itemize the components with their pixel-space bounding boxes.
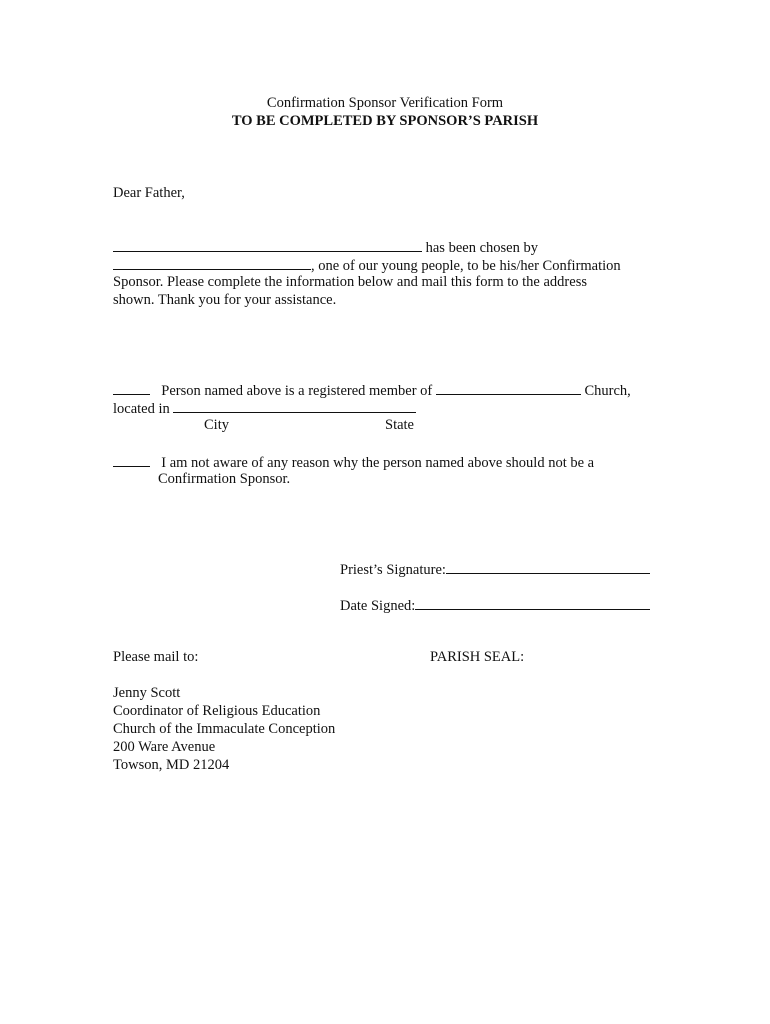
city-label: City [204, 417, 229, 433]
located-in-label: located in [113, 401, 170, 417]
registered-check-blank[interactable] [113, 380, 150, 395]
address-organization: Church of the Immaculate Conception [113, 721, 336, 737]
priest-signature-label: Priest’s Signature: [340, 562, 446, 578]
address-city-state-zip: Towson, MD 21204 [113, 757, 230, 773]
parish-seal-label: PARISH SEAL: [430, 649, 525, 665]
letter-line-1 [113, 237, 538, 257]
date-signed-label: Date Signed: [340, 598, 416, 614]
form-subtitle: TO BE COMPLETED BY SPONSOR’S PARISH [231, 113, 539, 129]
sponsor-name-blank[interactable] [113, 237, 422, 252]
registered-text-b: Church, [584, 383, 631, 399]
salutation: Dear Father, [113, 185, 185, 201]
date-signed-blank[interactable] [415, 595, 650, 610]
check-item-registered [113, 380, 631, 400]
mail-to-label: Please mail to: [113, 649, 199, 665]
letter-line-2 [113, 255, 621, 275]
no-objection-text-1: I am not aware of any reason why the person named above should not be a [161, 455, 595, 471]
letter-line-2-text: , one of our young people, to be his/her Confirmation [311, 258, 621, 274]
state-label: State [385, 417, 414, 433]
letter-line-4: shown. Thank you for your assistance. [113, 292, 337, 308]
letter-line-3: Sponsor. Please complete the information below and mail this form to the address [113, 274, 587, 290]
date-signed-line [340, 595, 650, 615]
candidate-name-blank[interactable] [113, 255, 311, 270]
location-blank[interactable] [173, 398, 416, 413]
church-name-blank[interactable] [436, 380, 581, 395]
address-street: 200 Ware Avenue [113, 739, 216, 755]
registered-text-a: Person named above is a registered member of [161, 383, 433, 399]
priest-signature-blank[interactable] [446, 559, 650, 574]
check-item-no-objection [113, 452, 594, 472]
no-objection-text-2: Confirmation Sponsor. [158, 471, 291, 487]
address-name: Jenny Scott [113, 685, 181, 701]
no-objection-check-blank[interactable] [113, 452, 150, 467]
letter-line-1-text: has been chosen by [425, 240, 538, 256]
form-title: Confirmation Sponsor Verification Form [266, 95, 504, 111]
address-title: Coordinator of Religious Education [113, 703, 321, 719]
priest-signature-line [340, 559, 650, 579]
located-in-line [113, 398, 416, 418]
